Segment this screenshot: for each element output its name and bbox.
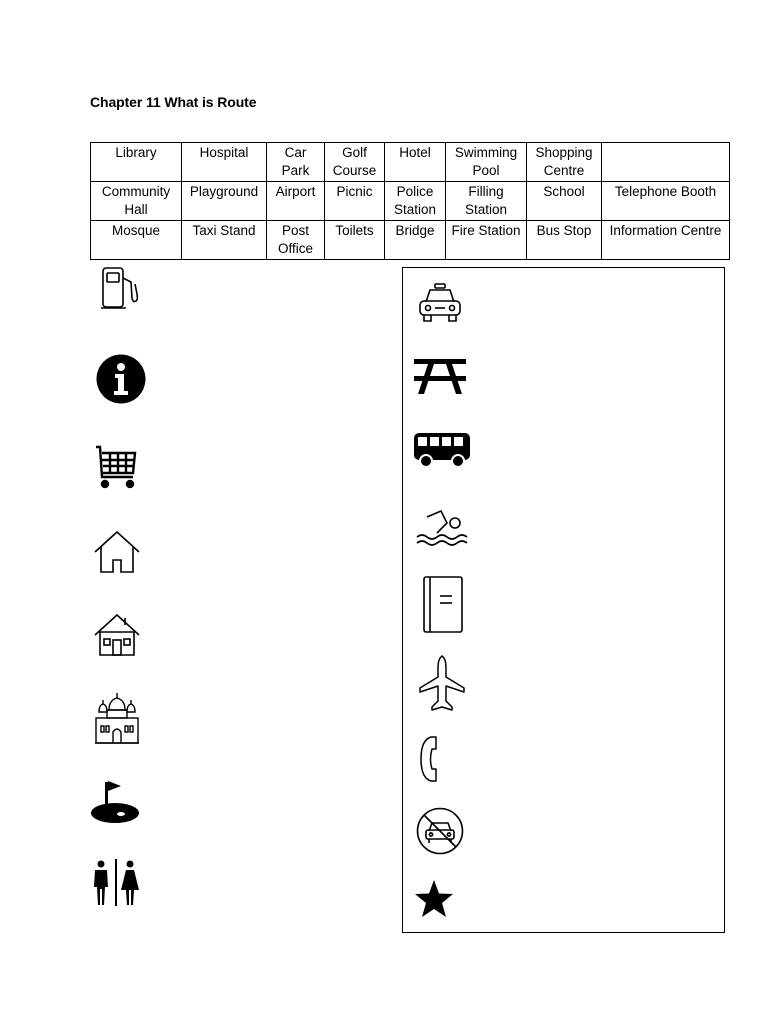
table-row — [91, 182, 730, 221]
table-row — [91, 221, 730, 260]
table-cell: Post Office — [267, 221, 325, 260]
word-table — [90, 142, 730, 260]
table-cell: Library — [91, 143, 182, 182]
table-cell: Mosque — [91, 221, 182, 260]
swimmer-icon — [415, 507, 469, 549]
table-row — [91, 143, 730, 182]
table-cell: Taxi Stand — [182, 221, 267, 260]
taxi-icon — [418, 283, 462, 323]
picnic-table-icon — [412, 356, 468, 396]
table-cell: Shopping Centre — [527, 143, 602, 182]
house-icon — [94, 530, 140, 574]
table-cell: Hospital — [182, 143, 267, 182]
table-cell: Fire Station — [446, 221, 527, 260]
golf-course-icon — [90, 779, 142, 825]
table-cell: Community Hall — [91, 182, 182, 221]
fuel-pump-icon — [100, 266, 140, 310]
information-icon — [96, 354, 146, 404]
table-cell: Hotel — [385, 143, 446, 182]
mosque-icon — [94, 692, 140, 746]
star-icon — [414, 879, 454, 919]
table-cell: Filling Station — [446, 182, 527, 221]
book-icon — [422, 576, 464, 634]
table-cell: Playground — [182, 182, 267, 221]
no-car-parking-icon — [416, 807, 464, 855]
page-title: Chapter 11 What is Route — [90, 94, 257, 110]
table-cell: Bridge — [385, 221, 446, 260]
table-cell: Car Park — [267, 143, 325, 182]
table-cell: School — [527, 182, 602, 221]
table-cell: Picnic — [325, 182, 385, 221]
airplane-icon — [418, 655, 466, 713]
table-cell: Bus Stop — [527, 221, 602, 260]
shopping-cart-icon — [95, 444, 139, 490]
table-cell: Telephone Booth — [602, 182, 730, 221]
toilets-icon — [91, 859, 141, 907]
table-cell — [602, 143, 730, 182]
table-cell: Swimming Pool — [446, 143, 527, 182]
table-cell: Police Station — [385, 182, 446, 221]
bus-icon — [413, 432, 471, 468]
table-cell: Toilets — [325, 221, 385, 260]
table-cell: Airport — [267, 182, 325, 221]
telephone-handset-icon — [419, 735, 443, 783]
table-cell: Golf Course — [325, 143, 385, 182]
hotel-house-icon — [94, 613, 140, 657]
table-cell: Information Centre — [602, 221, 730, 260]
